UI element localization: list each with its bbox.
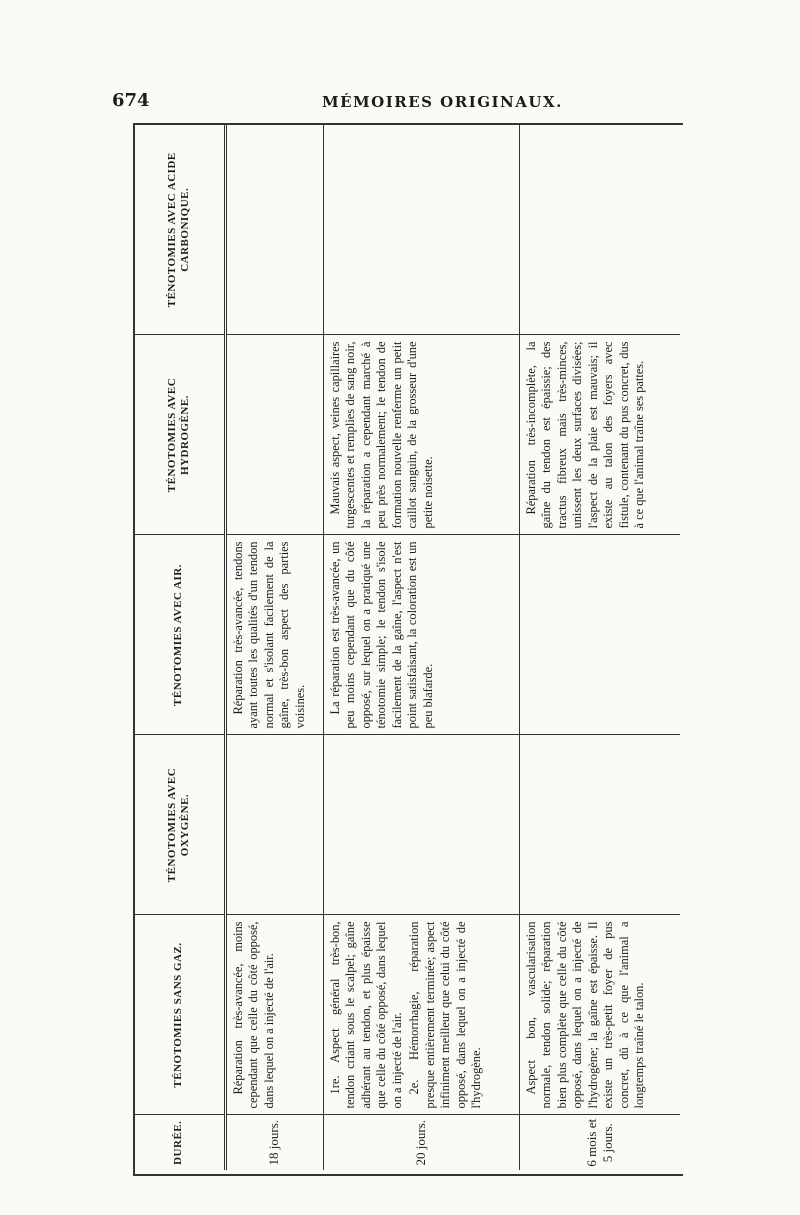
duree-cell: 20 jours. — [323, 1115, 519, 1170]
oxygene-cell — [323, 735, 519, 915]
acide-carbonique-cell — [323, 125, 519, 335]
sans-gaz-cell — [323, 915, 519, 1115]
column-header-air: TÉNOTOMIES AVEC AIR. — [135, 535, 225, 735]
table-row — [519, 125, 680, 1170]
cell-paragraph: 2e. Hémorrhagie, réparation presque entièrement terminée; aspect infiniment meilleur que celui du côté opposé, dans lequel on a injecté de l'hydrogène. — [407, 921, 483, 1109]
table-row — [323, 125, 519, 1170]
hydrogene-cell — [225, 335, 323, 535]
air-cell — [225, 535, 323, 735]
column-header-oxygene: TÉNOTOMIES AVEC OXYGÈNE. — [135, 735, 225, 915]
cell-paragraph: 1re. Aspect général très-bon, tendon criant sous le scalpel; gaîne adhérant au tendon, et plus épaisse que celle du côté opposé, dans lequel on a injecté de l'air. — [327, 921, 404, 1109]
cell-paragraph: Réparation très-avancée, moins cependant que celle du côté opposé, dans lequel on a injecté de l'air. — [230, 921, 276, 1109]
hydrogene-cell — [519, 335, 680, 535]
rotated-table-container — [135, 125, 680, 1170]
column-header-hydrogene: TÉNOTOMIES AVEC HYDROGÈNE. — [135, 335, 225, 535]
duree-cell: 6 mois et 5 jours. — [519, 1115, 680, 1170]
air-cell — [323, 535, 519, 735]
column-header-sans-gaz: TÉNOTOMIES SANS GAZ. — [135, 915, 225, 1115]
running-head: MÉMOIRES ORIGINAUX. — [322, 93, 563, 111]
cell-paragraph: La réparation est très-avancée, un peu moins cependant que du côté opposé, sur lequel on a pratiqué une ténotomie simple; le tendon s'isole facilement de la gaîne, l'aspect n'est point satisfaisant, la coloration est un peu blafarde. — [327, 541, 435, 729]
duree-cell: 18 jours. — [225, 1115, 323, 1170]
acide-carbonique-cell — [225, 125, 323, 335]
column-header-duree: DURÉE. — [135, 1115, 225, 1170]
oxygene-cell — [519, 735, 680, 915]
header-row — [135, 125, 225, 1170]
acide-carbonique-cell — [519, 125, 680, 335]
tenotomy-results-table — [135, 125, 680, 1170]
table-row — [225, 125, 323, 1170]
cell-paragraph: Aspect bon, vascularisation normale, tendon solide; réparation bien plus complète que celle du côté opposé, dans lequel on a injecté de l'hydrogène; la gaîne est épaisse. Il existe un très-petit foyer de pus concret, dû à ce que l'animal a longtemps traîné le talon. — [523, 921, 646, 1109]
air-cell — [519, 535, 680, 735]
hydrogene-cell — [323, 335, 519, 535]
cell-paragraph: Mauvais aspect, veines capillaires turgescentes et remplies de sang noir, la réparation a cependant marché à peu près normalement; le tendon de formation nouvelle renferme un petit caillot sanguin, de la grosseur d'une petite noisette. — [327, 341, 435, 529]
sans-gaz-cell — [519, 915, 680, 1115]
cell-paragraph: Réparation très-avancée, tendons ayant toutes les qualités d'un tendon normal et s'isolant facilement de la gaîne, très-bon aspect des parties voisines. — [230, 541, 307, 729]
oxygene-cell — [225, 735, 323, 915]
cell-paragraph: Réparation très-incomplète, la gaîne du tendon est épaissie; des tractus fibreux mais très-minces, unissent les deux surfaces divisées; l'aspect de la plaie est mauvais; il existe au talon des foyers avec fistule, contenant du pus concret, dus à ce que l'animal traîne ses pattes. — [523, 341, 646, 529]
sans-gaz-cell — [225, 915, 323, 1115]
page-number: 674 — [112, 90, 150, 111]
column-header-acide-carbonique: TÉNOTOMIES AVEC ACIDE CARBONIQUE. — [135, 125, 225, 335]
rotated-table-inner — [135, 125, 680, 1170]
